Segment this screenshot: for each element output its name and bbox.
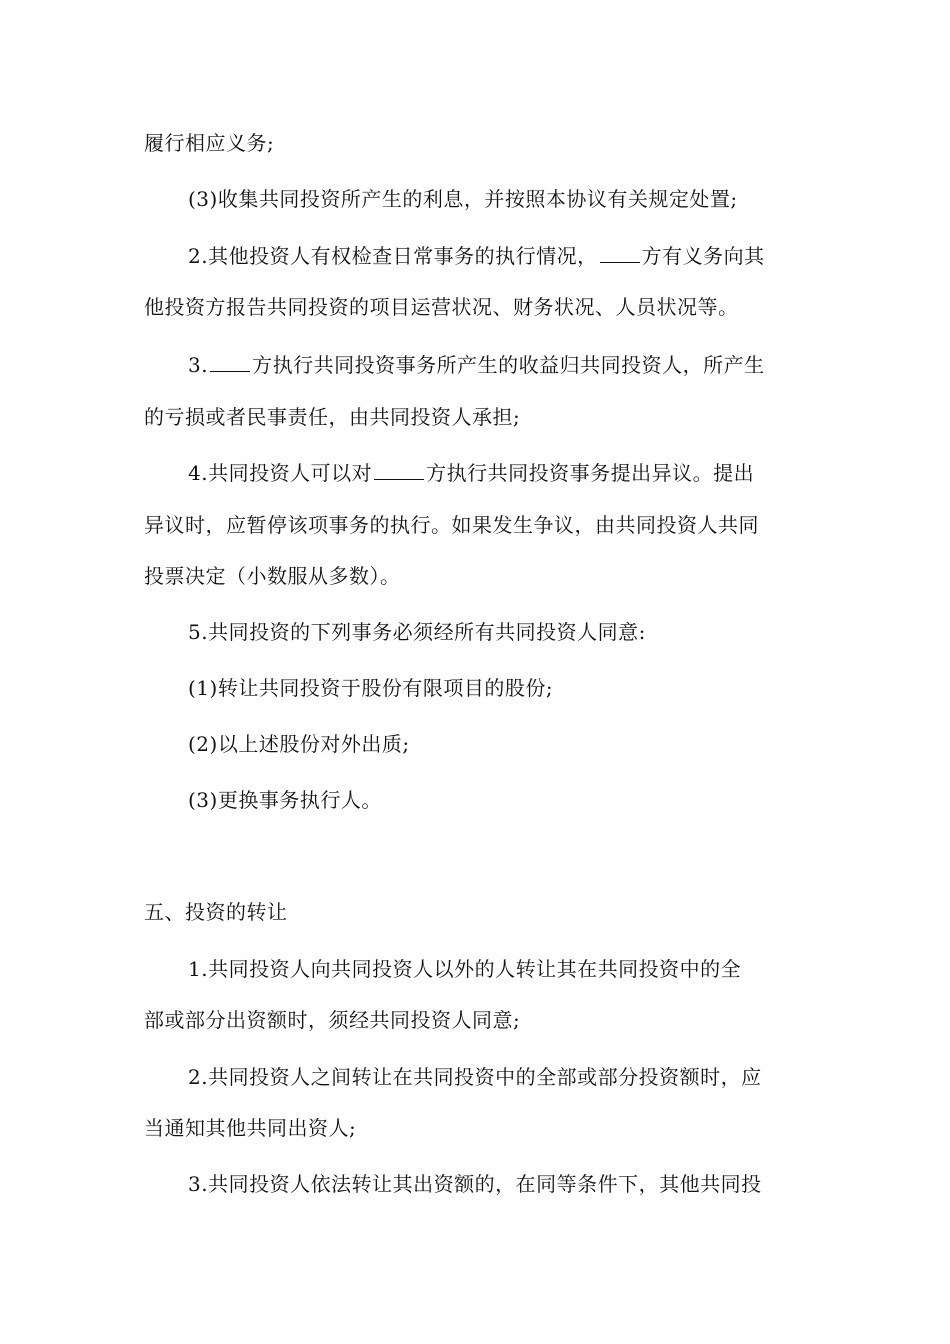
text-segment: 3. [188,353,209,377]
text-segment: 方执行共同投资事务所产生的收益归共同投资人，所产生 [252,353,765,377]
text-line: 履行相应义务; [144,131,275,155]
fill-in-blank [374,461,424,480]
text-segment: 2.其他投资人有权检查日常事务的执行情况， [188,244,598,268]
text-line: 的亏损或者民事责任，由共同投资人承担; [144,405,521,429]
text-line: 他投资方报告共同投资的项目运营状况、财务状况、人员状况等。 [144,295,739,319]
section-heading: 五、投资的转让 [144,900,288,924]
text-segment: 4.共同投资人可以对 [188,461,373,485]
text-line: 5.共同投资的下列事务必须经所有共同投资人同意: [188,620,646,644]
text-line [188,351,828,379]
text-segment: 方有义务向其 [641,244,765,268]
text-line: 3.共同投资人依法转让其出资额的，在同等条件下，其他共同投 [188,1172,762,1196]
fill-in-blank [210,353,250,372]
text-line: (3)更换事务执行人。 [188,788,382,812]
text-line: (2)以上述股份对外出质; [188,732,410,756]
text-line [188,242,828,270]
text-line: 1.共同投资人向共同投资人以外的人转让其在共同投资中的全 [188,957,742,981]
text-line: (1)转让共同投资于股份有限项目的股份; [188,676,554,700]
text-line: 异议时，应暂停该项事务的执行。如果发生争议，由共同投资人共同 [144,513,759,537]
text-line: 当通知其他共同出资人; [144,1116,357,1140]
text-line: (3)收集共同投资所产生的利息，并按照本协议有关规定处置; [188,187,738,211]
text-segment: 方执行共同投资事务提出异议。提出 [426,461,755,485]
text-line: 投票决定（小数服从多数）。 [144,564,401,588]
text-line [188,459,828,487]
text-line: 部或部分出资额时，须经共同投资人同意; [144,1008,521,1032]
text-line: 2.共同投资人之间转让在共同投资中的全部或部分投资额时，应 [188,1065,762,1089]
fill-in-blank [600,244,640,263]
